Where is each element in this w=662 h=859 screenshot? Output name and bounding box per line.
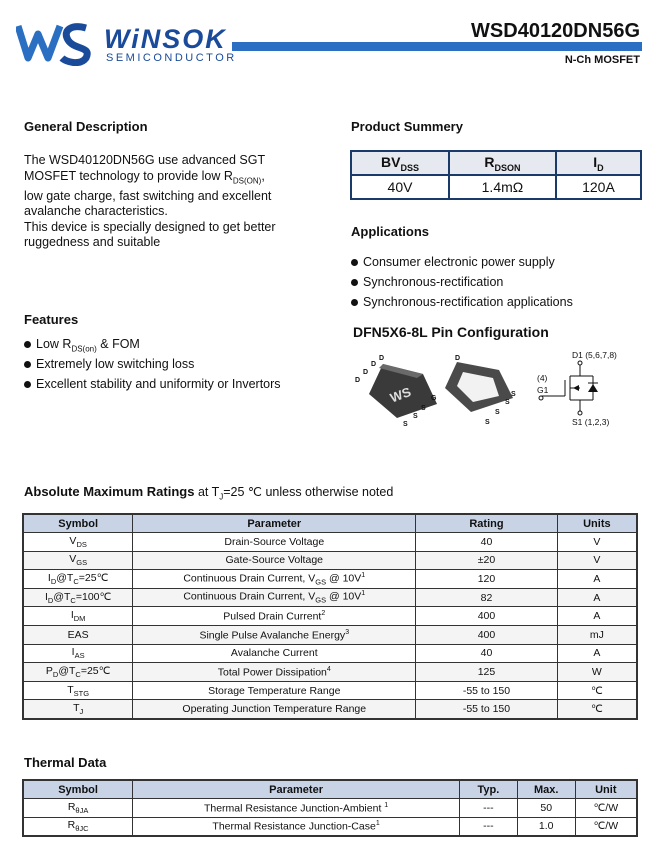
product-summary-table — [350, 150, 642, 200]
list-item: Synchronous-rectification — [351, 275, 573, 295]
typ-cell: --- — [459, 817, 517, 836]
unit-cell: V — [557, 533, 637, 552]
summary-header-rdson: $R_{DSON}$ — [449, 151, 556, 175]
table-row — [23, 644, 637, 663]
table-row — [23, 570, 637, 589]
svg-text:S: S — [511, 391, 516, 398]
desc-line-2: MOSFET technology to provide low $R_{DS(ON)}$, — [24, 168, 265, 185]
table-row — [23, 681, 637, 700]
table-row — [23, 533, 637, 552]
unit-cell: ℃/W — [575, 817, 637, 836]
unit-cell: mJ — [557, 626, 637, 645]
max-cell: 1.0 — [517, 817, 575, 836]
unit-cell: ℃ — [557, 681, 637, 700]
product-summary-title: Product Summery — [351, 119, 463, 134]
svg-text:S: S — [495, 409, 500, 416]
parameter-cell: Pulsed Drain Current$^2$ — [133, 607, 416, 626]
unit-cell: A — [557, 644, 637, 663]
symbol-cell: $T_{STG}$ — [23, 681, 133, 700]
summary-value-rdson: 1.4mΩ — [449, 175, 556, 199]
symbol-cell: $V_{DS}$ — [23, 533, 133, 552]
rating-cell: 400 — [416, 607, 557, 626]
unit-cell: V — [557, 551, 637, 570]
symbol-cell: $R_{\theta JC}$ — [23, 817, 133, 836]
list-item: Synchronous-rectification applications — [351, 295, 573, 315]
rating-cell: -55 to 150 — [416, 700, 557, 719]
table-row — [23, 663, 637, 682]
parameter-cell: Total Power Dissipation$^4$ — [133, 663, 416, 682]
unit-cell: ℃/W — [575, 799, 637, 818]
thermal-header-row — [23, 780, 637, 799]
desc-line-6: ruggedness and suitable — [24, 235, 161, 249]
part-number: WSD40120DN56G — [471, 20, 640, 42]
brand-name: WiNSOK — [104, 24, 227, 54]
symbol-cell: $P_D@T_C=25℃$ — [23, 663, 133, 682]
col-header-unit: Unit — [575, 780, 637, 799]
abs-max-title: Absolute Maximum Ratings at $T_J=25$ ℃ unless otherwise noted — [24, 484, 394, 502]
abs-max-table — [22, 513, 638, 720]
col-header-typ: Typ. — [459, 780, 517, 799]
list-item: Extremely low switching loss — [24, 357, 281, 377]
table-row — [23, 551, 637, 570]
col-header-rating: Rating — [416, 514, 557, 533]
thermal-data-title: Thermal Data — [24, 755, 107, 770]
parameter-cell: Operating Junction Temperature Range — [133, 700, 416, 719]
device-type: N-Ch MOSFET — [564, 54, 640, 66]
symbol-cell: $I_D@T_C=100℃$ — [23, 588, 133, 607]
svg-text:D: D — [371, 361, 377, 368]
col-header-parameter: Parameter — [133, 780, 460, 799]
summary-value-row — [351, 175, 641, 199]
brand-subtitle: SEMICONDUCTOR — [106, 52, 237, 64]
svg-text:D1 (5,6,7,8): D1 (5,6,7,8) — [572, 350, 617, 360]
table-row — [23, 700, 637, 719]
desc-line-4: avalanche characteristics. — [24, 204, 168, 218]
symbol-cell: $I_{DM}$ — [23, 607, 133, 626]
rating-cell: ±20 — [416, 551, 557, 570]
parameter-cell: Thermal Resistance Junction-Ambient $^1$ — [133, 799, 460, 818]
parameter-cell: Storage Temperature Range — [133, 681, 416, 700]
table-row — [23, 607, 637, 626]
symbol-cell: $I_{AS}$ — [23, 644, 133, 663]
svg-text:S: S — [403, 421, 408, 428]
svg-text:S: S — [421, 405, 426, 412]
parameter-cell: Thermal Resistance Junction-Case$^1$ — [133, 817, 460, 836]
col-header-parameter: Parameter — [133, 514, 416, 533]
svg-text:D: D — [455, 355, 461, 362]
col-header-units: Units — [557, 514, 637, 533]
summary-header-bvdss: $BV_{DSS}$ — [351, 151, 449, 175]
table-row — [23, 626, 637, 645]
rating-cell: 40 — [416, 533, 557, 552]
list-item: Excellent stability and uniformity or Invertors — [24, 377, 281, 397]
col-header-symbol: Symbol — [23, 780, 133, 799]
svg-text:WS: WS — [388, 384, 413, 406]
svg-text:S: S — [505, 399, 510, 406]
features-title: Features — [24, 312, 79, 327]
features-list — [24, 337, 281, 397]
rating-cell: 82 — [416, 588, 557, 607]
parameter-cell: Gate-Source Voltage — [133, 551, 416, 570]
parameter-cell: Continuous Drain Current, $V_{GS}$ @ $10V^1$ — [133, 588, 416, 607]
list-item: Low $R_{DS(on)}$ & FOM — [24, 337, 281, 357]
svg-text:S1 (1,2,3): S1 (1,2,3) — [572, 417, 610, 427]
parameter-cell: Drain-Source Voltage — [133, 533, 416, 552]
pin-config-title: DFN5X6-8L Pin Configuration — [353, 324, 549, 340]
svg-text:S: S — [413, 413, 418, 420]
col-header-max: Max. — [517, 780, 575, 799]
parameter-cell: Single Pulse Avalanche Energy$^3$ — [133, 626, 416, 645]
svg-text:G1: G1 — [537, 385, 549, 395]
parameter-cell: Avalanche Current — [133, 644, 416, 663]
winsok-logo — [16, 18, 236, 66]
symbol-cell: EAS — [23, 626, 133, 645]
general-description-text — [24, 153, 324, 251]
symbol-cell: $T_J$ — [23, 700, 133, 719]
svg-text:D: D — [363, 369, 369, 376]
header-accent-bar — [232, 42, 642, 51]
applications-list — [351, 255, 573, 315]
svg-text:G: G — [431, 395, 437, 402]
svg-text:S: S — [485, 419, 490, 426]
unit-cell: ℃ — [557, 700, 637, 719]
parameter-cell: Continuous Drain Current, $V_{GS}$ @ $10V^1$ — [133, 570, 416, 589]
abs-max-header-row — [23, 514, 637, 533]
summary-value-bvdss: 40V — [351, 175, 449, 199]
ws-logo-mark — [16, 18, 106, 66]
table-row — [23, 817, 637, 836]
general-description-title: General Description — [24, 119, 148, 134]
mosfet-schematic — [535, 348, 625, 428]
dfn-package-illustration — [355, 352, 530, 432]
rating-cell: 40 — [416, 644, 557, 663]
summary-value-id: 120A — [556, 175, 641, 199]
symbol-cell: $V_{GS}$ — [23, 551, 133, 570]
list-item: Consumer electronic power supply — [351, 255, 573, 275]
table-row — [23, 588, 637, 607]
unit-cell: A — [557, 588, 637, 607]
symbol-cell: $R_{\theta JA}$ — [23, 799, 133, 818]
svg-text:(4): (4) — [537, 373, 548, 383]
desc-line-1: The WSD40120DN56G use advanced SGT — [24, 153, 266, 167]
max-cell: 50 — [517, 799, 575, 818]
unit-cell: A — [557, 570, 637, 589]
unit-cell: A — [557, 607, 637, 626]
symbol-cell: $I_D@T_C=25℃$ — [23, 570, 133, 589]
svg-text:D: D — [355, 377, 361, 384]
summary-header-row — [351, 151, 641, 175]
rating-cell: 400 — [416, 626, 557, 645]
desc-line-5: This device is specially designed to get better — [24, 219, 276, 234]
thermal-data-table — [22, 779, 638, 837]
desc-line-3: low gate charge, fast switching and excellent — [24, 188, 272, 203]
col-header-symbol: Symbol — [23, 514, 133, 533]
applications-title: Applications — [351, 224, 430, 239]
rating-cell: -55 to 150 — [416, 681, 557, 700]
summary-header-id: $I_D$ — [556, 151, 641, 175]
table-row — [23, 799, 637, 818]
svg-text:D: D — [379, 355, 385, 362]
unit-cell: W — [557, 663, 637, 682]
rating-cell: 120 — [416, 570, 557, 589]
typ-cell: --- — [459, 799, 517, 818]
rating-cell: 125 — [416, 663, 557, 682]
